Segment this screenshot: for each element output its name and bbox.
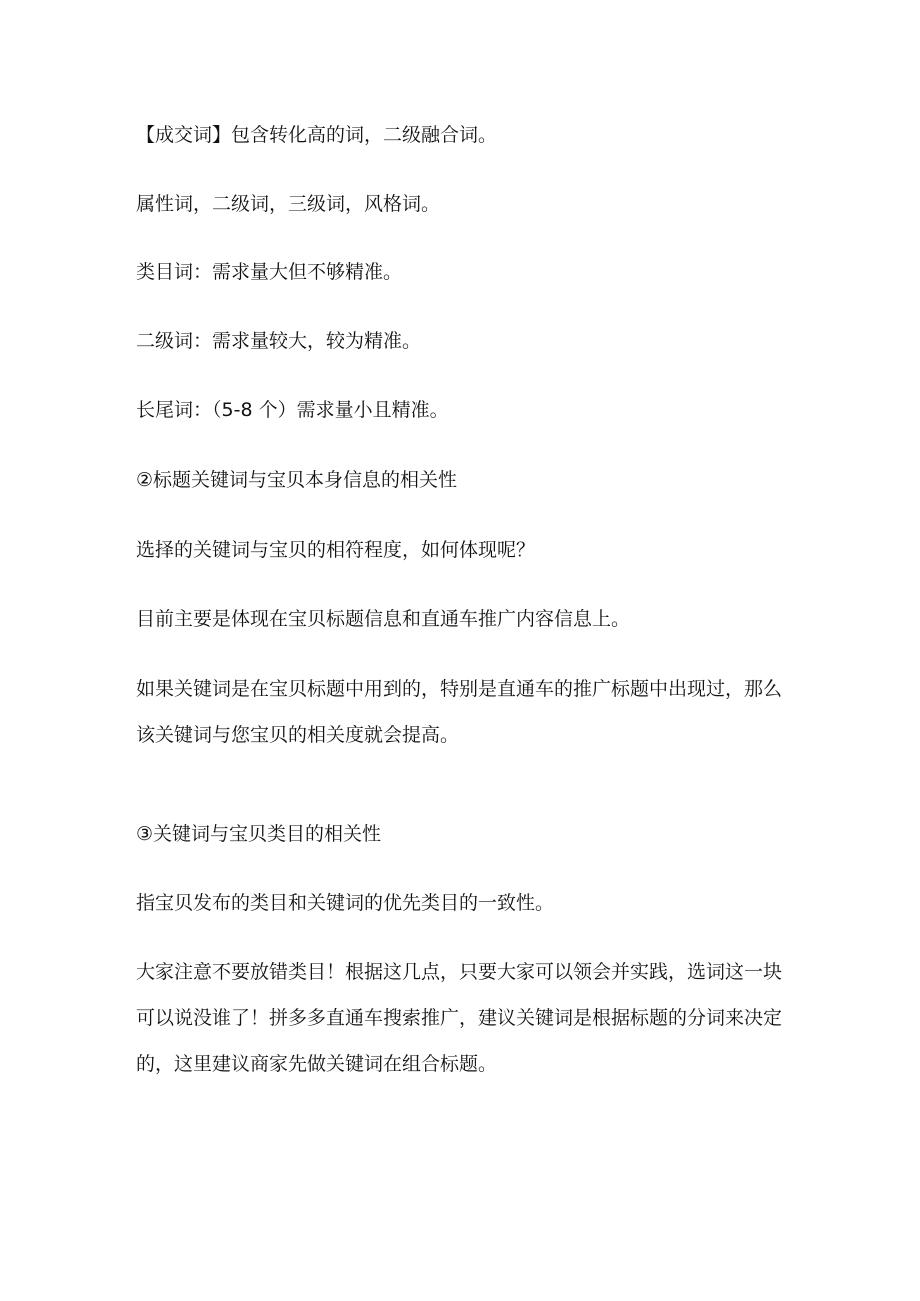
paragraph-line: 如果关键词是在宝贝标题中用到的，特别是直通车的推广标题中出现过，那么 <box>136 678 783 700</box>
paragraph-relevance-detail <box>136 666 786 758</box>
paragraph-attribute-words: 属性词，二级词，三级词，风格词。 <box>136 193 441 215</box>
paragraph-line: 的，这里建议商家先做关键词在组合标题。 <box>136 1053 498 1075</box>
paragraph-line: 可以说没谁了！拼多多直通车搜索推广，建议关键词是根据标题的分词来决定 <box>136 1007 783 1029</box>
heading-category-relevance: ③关键词与宝贝类目的相关性 <box>136 823 382 845</box>
paragraph-line: 大家注意不要放错类目！根据这几点，只要大家可以领会并实践，选词这一块 <box>136 961 783 983</box>
heading-title-relevance: ②标题关键词与宝贝本身信息的相关性 <box>136 469 458 491</box>
paragraph-secondary-words: 二级词：需求量较大，较为精准。 <box>136 330 422 352</box>
paragraph-relevance-question: 选择的关键词与宝贝的相符程度，如何体现呢？ <box>136 539 536 561</box>
paragraph-line: 该关键词与您宝贝的相关度就会提高。 <box>136 724 460 746</box>
paragraph-relevance-main: 目前主要是体现在宝贝标题信息和直通车推广内容信息上。 <box>136 608 631 630</box>
paragraph-category-consistency: 指宝贝发布的类目和关键词的优先类目的一致性。 <box>136 892 555 914</box>
paragraph-summary <box>136 949 786 1087</box>
paragraph-category-words: 类目词：需求量大但不够精准。 <box>136 261 403 283</box>
paragraph-deal-words: 【成交词】包含转化高的词，二级融合词。 <box>136 124 498 146</box>
paragraph-long-tail-words: 长尾词：（5-8 个）需求量小且精准。 <box>136 399 449 421</box>
